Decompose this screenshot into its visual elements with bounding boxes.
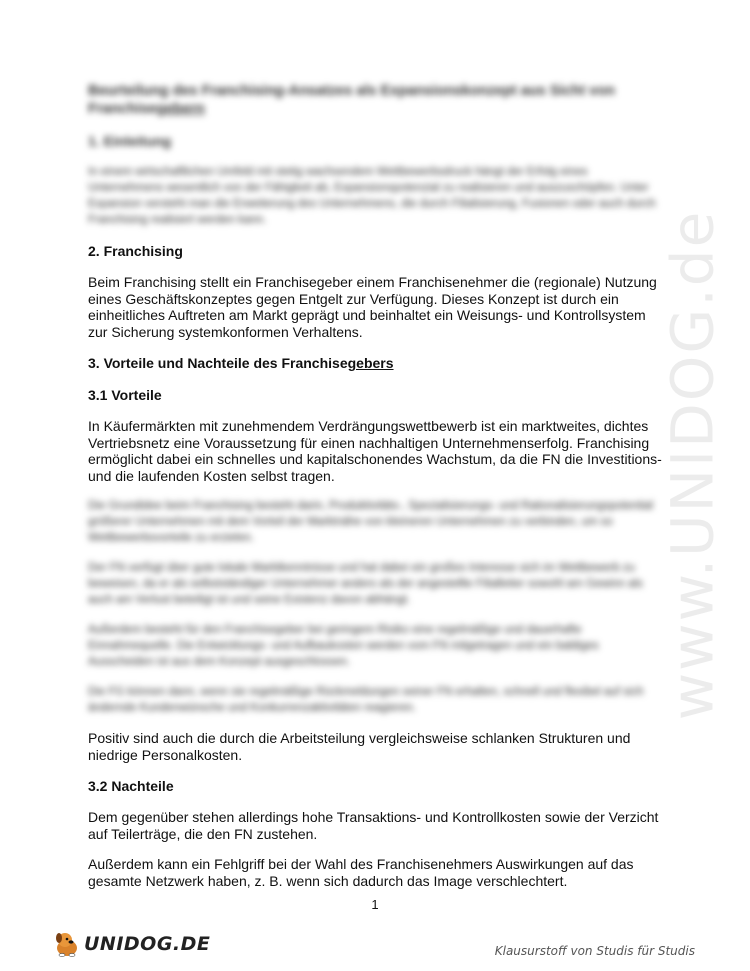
section-3-1-text: In Käufermärkten mit zunehmendem Verdrängungswettbewerb ist ein marktweites, dichtes Vertriebsnetz eine Voraussetzung für einen nachhaltigen Unternehmenserfolg. Franchising ermöglicht dabei ein schnelles und kapitalschonendes Wachstum, da die FN die Investitions- und die laufenden Kosten selbst tragen. (88, 418, 662, 484)
section-1-heading: 1. Einleitung (88, 133, 172, 149)
section-3-heading-pre: 3. Vorteile und Nachteile des Franchise (88, 355, 348, 371)
blurred-paragraph-1: Die Grundidee beim Franchising besteht darin, Produktivitäts-, Spezialisierungs- und Rationalisierungspotential größerer Unternehmen mit dem Vorteil der Marktnähe von kleineren Unternehmen zu verbinden, um so Wettbewerbsvorteile zu erzielen. (88, 500, 654, 544)
section-3-2-text-1: Dem gegenüber stehen allerdings hohe Transaktions- und Kontrollkosten sowie der Verzicht auf Teilerträge, die den FN zustehen. (88, 809, 659, 842)
title-line-1: Beurteilung des Franchising-Ansatzes als Expansionskonzept aus Sicht von (88, 83, 615, 99)
document-body (88, 82, 663, 903)
document-title (88, 82, 663, 118)
section-1-text: In einem wirtschaftlichen Umfeld mit stetig wachsendem Wettbewerbsdruck hängt der Erfolg eines Unternehmens wesentlich von der Fähigkeit ab, Expansionspotenzial zu realisieren und auszuschöpfen. Unter Expansion versteht man die Erweiterung des Unternehmens, die durch Filialisierung, Fusionen oder auch durch Franchising realisiert werden kann. (88, 166, 656, 226)
dog-mascot-icon (52, 929, 82, 959)
page-number: 1 (371, 897, 379, 912)
section-2-heading: 2. Franchising (88, 243, 183, 259)
logo-text: UNIDOG.DE (84, 933, 211, 955)
section-2-text: Beim Franchising stellt ein Franchisegeber einem Franchisenehmer die (regionale) Nutzung eines Geschäftskonzeptes gegen Entgelt zur Verfügung. Dieses Konzept ist durch ein einheitliches Auftreten am Markt geprägt und beinhaltet ein Weisungs- und Kontrollsystem zur Sicherung systemkonformen Verhaltens. (88, 274, 657, 340)
footer-logo[interactable] (52, 926, 210, 962)
blurred-paragraph-2: Der FN verfügt über gute lokale Marktkenntnisse und hat dabei ein großes Interesse sich im Wettbewerb zu beweisen, da er als selbstständiger Unternehmer anders als der angestellte Filialleiter sowohl am Gewinn als auch am Verlust beteiligt ist und seine Existenz davon abhängt. (88, 562, 643, 606)
title-line-2-pre: Franchise (88, 101, 157, 117)
title-line-2-underlined: gebern (156, 101, 205, 117)
section-3-heading-underlined: gebers (347, 355, 394, 371)
blurred-paragraph-4: Die FG können dann, wenn sie regelmäßige Rückmeldungen seiner FN erhalten, schnell und flexibel auf sich ändernde Kundenwünsche und Konkurrenzaktivitäten reagieren. (88, 686, 644, 714)
blurred-paragraph-3: Außerdem besteht für den Franchisegeber bei geringem Risiko eine regelmäßige und dauerhafte Einnahmequelle. Die Entwicklungs- und Aufbaukosten werden vom FN mitgetragen und ein baldiges Ausscheiden ist aus dem Konzept ausgeschlossen. (88, 624, 599, 668)
section-3-heading (88, 354, 663, 372)
footer-tagline: Klausurstoff von Studis für Studis (494, 944, 695, 958)
section-3-1-text-2: Positiv sind auch die durch die Arbeitsteilung vergleichsweise schlanken Strukturen und niedrige Personalkosten. (88, 730, 631, 763)
section-3-1-heading: 3.1 Vorteile (88, 387, 162, 403)
section-3-2-text-2: Außerdem kann ein Fehlgriff bei der Wahl des Franchisenehmers Auswirkungen auf das gesamte Netzwerk haben, z. B. wenn sich dadurch das Image verschlechtert. (88, 856, 634, 889)
watermark-text: www.UNIDOG.de (658, 209, 726, 721)
section-3-2-heading: 3.2 Nachteile (88, 778, 174, 794)
